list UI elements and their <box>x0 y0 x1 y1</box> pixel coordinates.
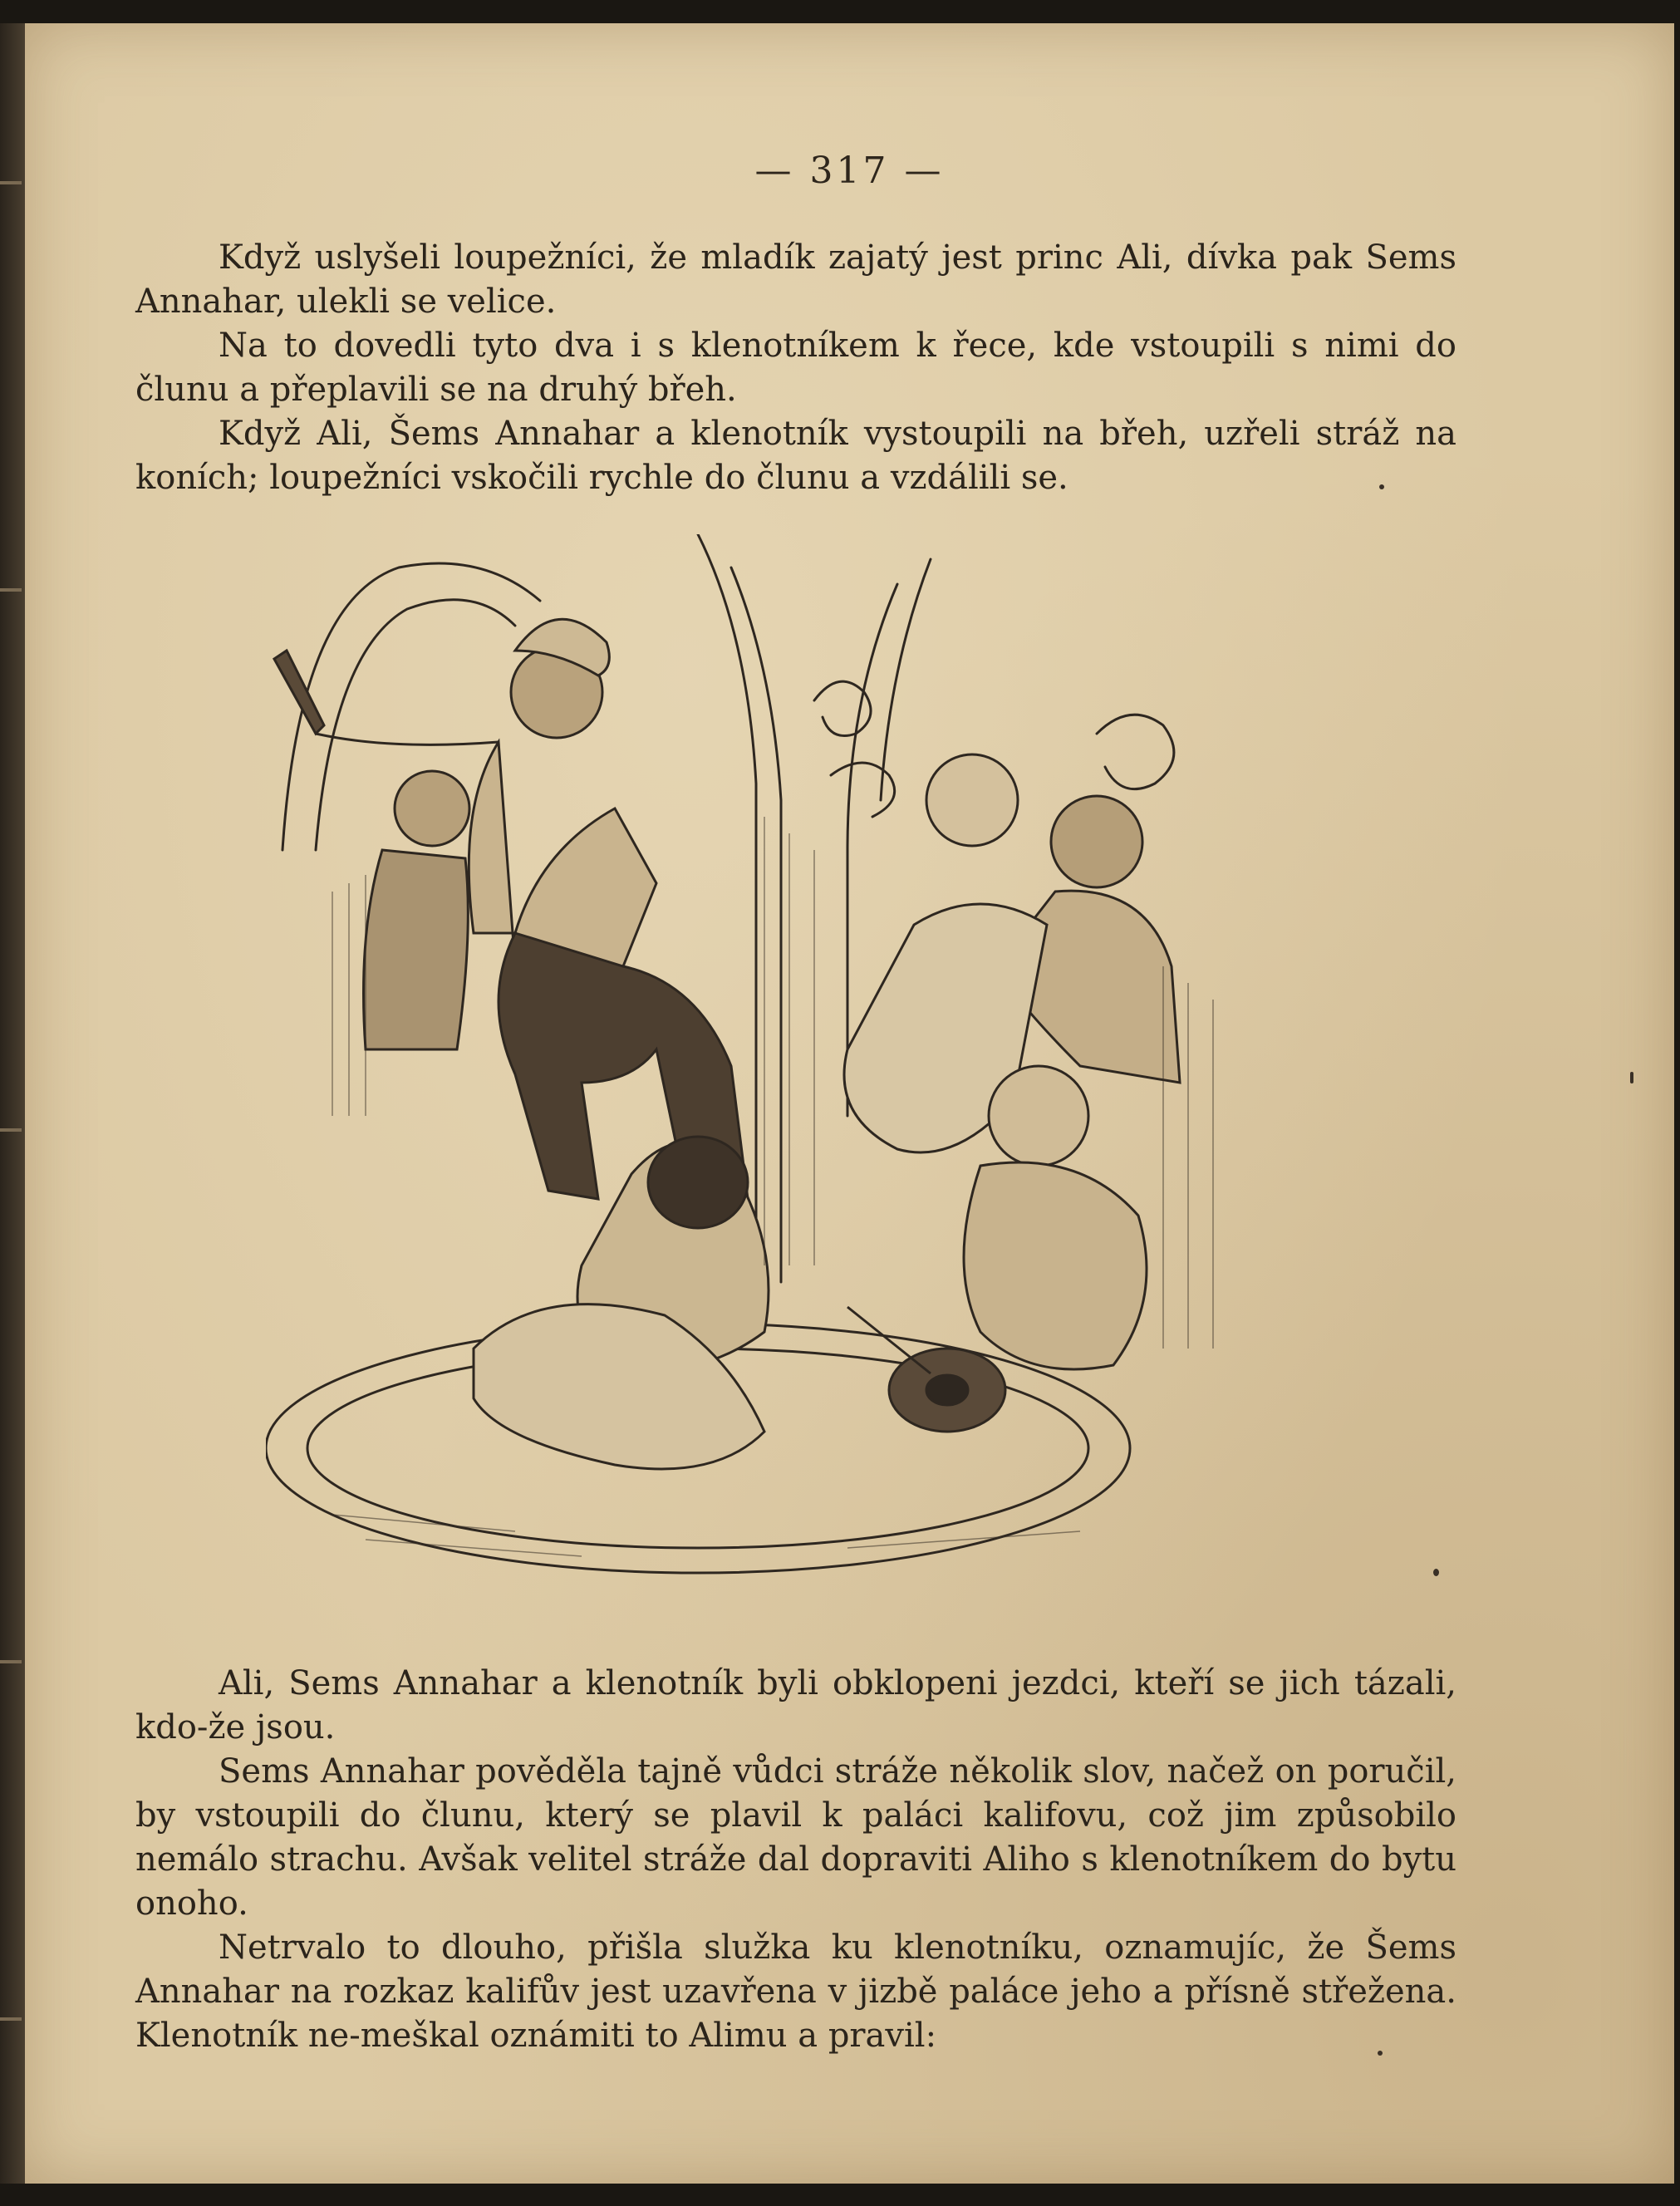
spine-mark <box>0 181 22 184</box>
ink-speck <box>1379 484 1384 489</box>
spine-mark <box>0 1128 22 1132</box>
top-text-block <box>135 236 1456 500</box>
engraving-illustration <box>266 534 1250 1589</box>
page-number: — 317 — <box>754 150 945 192</box>
paragraph: Když Ali, Šems Annahar a klenotník vystoupili na břeh, uzřeli stráž na koních; loupežníci vskočili rychle do člunu a vzdálili se. <box>135 415 1456 497</box>
spine-mark <box>0 1660 22 1663</box>
book-page <box>25 23 1674 2184</box>
paragraph: Sems Annahar pověděla tajně vůdci stráže několik slov, načež on poručil, by vstoupili do člunu, který se plavil k paláci kalifovu, což jim způsobilo nemálo strachu. Avšak velitel stráže dal dopraviti Aliho s klenotníkem do bytu onoho. <box>135 1752 1456 1923</box>
ink-speck <box>1433 1569 1439 1576</box>
scroll-ornament <box>814 681 871 735</box>
spine-mark <box>0 588 22 592</box>
paragraph: Na to dovedli tyto dva i s klenotníkem k řece, kde vstoupili s nimi do člunu a přeplavili se na druhý břeh. <box>135 327 1456 409</box>
ink-speck <box>1378 2051 1383 2056</box>
paragraph: Ali, Sems Annahar a klenotník byli obklopeni jezdci, kteří se jich tázali, kdo-že jsou. <box>135 1664 1456 1747</box>
figure-robber-back <box>364 771 470 1049</box>
ink-speck <box>1630 1072 1633 1083</box>
paragraph: Netrvalo to dlouho, přišla služka ku klenotníku, oznamujíc, že Šems Annahar na rozkaz kalifův jest uzavřena v jizbě paláce jeho a přísně střežena. Klenotník ne-meškal oznámiti to Alimu a pravil: <box>135 1928 1456 2055</box>
spine-mark <box>0 2017 22 2021</box>
paragraph: Když uslyšeli loupežníci, že mladík zajatý jest princ Ali, dívka pak Sems Annahar, ulekli se velice. <box>135 238 1456 321</box>
bottom-text-block <box>135 1662 1456 2058</box>
book-spine-edge <box>0 23 25 2184</box>
